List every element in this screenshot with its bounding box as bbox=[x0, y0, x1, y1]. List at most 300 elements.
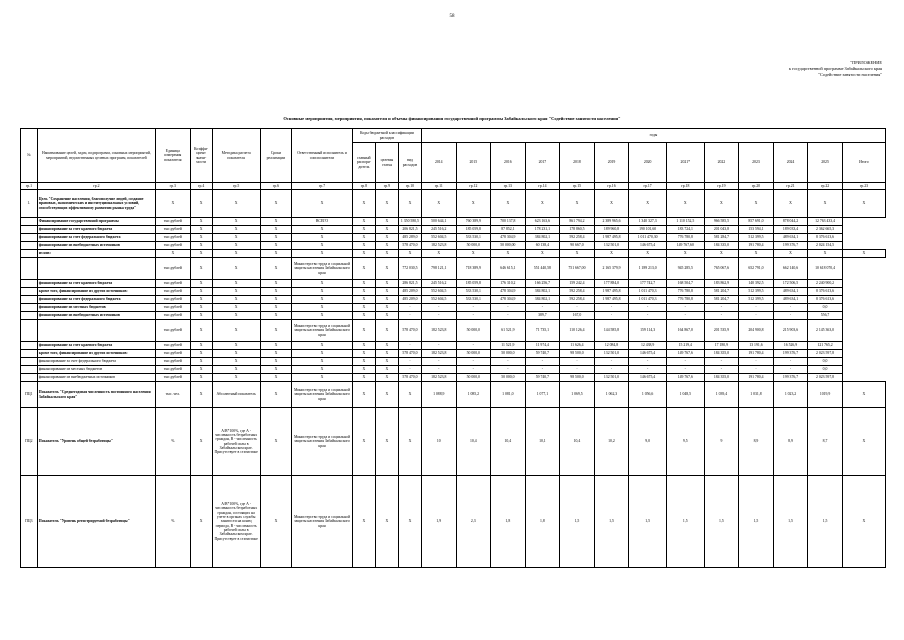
table-cell: 9 bbox=[704, 408, 739, 476]
table-cell: X bbox=[352, 234, 375, 242]
table-cell: X bbox=[212, 250, 260, 258]
table-cell: 8 376 613,6 bbox=[808, 296, 843, 304]
table-cell: X bbox=[375, 234, 398, 242]
table-cell: 1 085,2 bbox=[456, 382, 491, 408]
column-number: гр.5 bbox=[212, 183, 260, 190]
table-cell: 1 340 327,3 bbox=[629, 218, 667, 226]
table-row bbox=[21, 320, 886, 342]
table-cell: 12 438,9 bbox=[629, 342, 667, 350]
document-title: Основные мероприятия, мероприятия, показатели и объемы финансирования государственной программы Забайкальского края "Содействие занятости населения" bbox=[283, 116, 621, 121]
table-cell bbox=[21, 320, 38, 342]
table-cell: X bbox=[352, 312, 375, 320]
table-cell: X bbox=[190, 312, 212, 320]
column-number: гр.10 bbox=[398, 183, 421, 190]
table-cell: тыс.рублей bbox=[156, 296, 191, 304]
table-cell: 1 011 470,3 bbox=[629, 288, 667, 296]
table-cell: 201 535,9 bbox=[704, 320, 739, 342]
table-cell: X bbox=[808, 250, 843, 258]
table-cell: 50 000,0 bbox=[456, 242, 491, 250]
table-cell: X bbox=[375, 218, 398, 226]
table-cell: 87 852,1 bbox=[491, 226, 526, 234]
header-year: 2023 bbox=[739, 143, 774, 183]
table-cell: X bbox=[352, 382, 375, 408]
table-cell: 389,7 bbox=[525, 312, 560, 320]
table-cell: X bbox=[352, 242, 375, 250]
table-cell: 1 011 470,3 bbox=[629, 296, 667, 304]
table-cell: X bbox=[260, 350, 291, 358]
column-number: гр.19 bbox=[704, 183, 739, 190]
table-cell: 17 180,9 bbox=[704, 342, 739, 350]
table-cell: X bbox=[525, 250, 560, 258]
table-cell: тыс. чел. bbox=[156, 382, 191, 408]
column-number: гр.8 bbox=[352, 183, 375, 190]
table-cell: 10,4 bbox=[491, 408, 526, 476]
table-cell: А/В*100%, где А - численность безработных граждан, состоящих на учете в органах службы занятости на конец периода, В - численность рабочей силы в Забайкальском крае. Присутствует в статистике bbox=[212, 476, 260, 568]
row-title-cell: Цель "Сохранение населения, благополучие людей, создание правовых, экономических и институциональных условий, способствующих эффективному развитию рынка труда" bbox=[37, 190, 155, 218]
table-cell bbox=[21, 250, 38, 258]
table-cell: 11 974,4 bbox=[525, 342, 560, 350]
table-cell: - bbox=[398, 312, 421, 320]
table-cell: X bbox=[352, 226, 375, 234]
table-cell: X bbox=[190, 258, 212, 280]
row-title-cell: финансирование из внебюджетных источников bbox=[37, 312, 155, 320]
table-cell: 184 355,0 bbox=[704, 350, 739, 358]
table-cell: X bbox=[375, 358, 398, 366]
table-cell: тыс.рублей bbox=[156, 242, 191, 250]
table-cell: X bbox=[212, 350, 260, 358]
table-cell bbox=[21, 358, 38, 366]
table-cell: 50 000,00 bbox=[491, 242, 526, 250]
table-cell: X bbox=[292, 358, 353, 366]
row-title-cell: Показатель "Среднегодовая численность постоянного населения Забайкальского края" bbox=[37, 382, 155, 408]
table-cell: X bbox=[190, 280, 212, 288]
header-no: № bbox=[21, 129, 38, 183]
table-cell: X bbox=[292, 226, 353, 234]
table-cell: X bbox=[190, 366, 212, 374]
table-cell: - bbox=[398, 366, 421, 374]
table-cell: тыс.рублей bbox=[156, 342, 191, 350]
table-cell: X bbox=[594, 250, 629, 258]
table-cell: X bbox=[190, 234, 212, 242]
header-year: 2025 bbox=[808, 143, 843, 183]
table-cell: X bbox=[190, 374, 212, 382]
table-cell: X bbox=[260, 218, 291, 226]
column-number: гр.12 bbox=[456, 183, 491, 190]
table-row bbox=[21, 358, 886, 366]
appendix-note bbox=[702, 60, 882, 78]
table-cell: 159 242,4 bbox=[560, 280, 595, 288]
table-cell: 1 069,5 bbox=[560, 382, 595, 408]
table-cell: 184 355,0 bbox=[704, 374, 739, 382]
table-cell: 1 189 213,0 bbox=[629, 258, 667, 280]
table-cell: 765 067,6 bbox=[704, 258, 739, 280]
table-cell bbox=[21, 304, 38, 312]
table-cell: X bbox=[190, 250, 212, 258]
table-cell: X bbox=[292, 366, 353, 374]
table-cell: X bbox=[156, 190, 191, 218]
table-cell: X bbox=[292, 280, 353, 288]
table-cell: тыс.рублей bbox=[156, 366, 191, 374]
table-cell: 50 000,0 bbox=[456, 374, 491, 382]
table-cell: X bbox=[808, 190, 843, 218]
column-number: гр.4 bbox=[190, 183, 212, 190]
table-row bbox=[21, 374, 886, 382]
table-cell: 772 030,5 bbox=[398, 258, 421, 280]
table-cell bbox=[21, 350, 38, 358]
table-cell: 578 470,0 bbox=[398, 350, 421, 358]
table-cell: 760 389,9 bbox=[456, 218, 491, 226]
table-cell: X bbox=[375, 242, 398, 250]
table-row bbox=[21, 218, 886, 226]
table-cell: X bbox=[260, 258, 291, 280]
table-cell: 1,5 bbox=[808, 476, 843, 568]
table-row bbox=[21, 476, 886, 568]
header-code-main: главный распоря-дитель bbox=[352, 143, 375, 183]
table-cell: X bbox=[375, 190, 398, 218]
table-cell: 1 048,5 bbox=[666, 382, 704, 408]
table-cell: 191 780,4 bbox=[739, 374, 774, 382]
table-cell: X bbox=[352, 280, 375, 288]
table-cell: ВСЕГО bbox=[292, 218, 353, 226]
table-cell: X bbox=[456, 250, 491, 258]
table-cell: X bbox=[212, 312, 260, 320]
table-cell: X bbox=[292, 296, 353, 304]
table-cell: X bbox=[773, 250, 808, 258]
column-number: гр.14 bbox=[525, 183, 560, 190]
table-cell: X bbox=[190, 350, 212, 358]
table-cell: X bbox=[352, 296, 375, 304]
table-cell: 178 231,1 bbox=[525, 226, 560, 234]
table-cell: 1 987 495,8 bbox=[594, 234, 629, 242]
table-cell: - bbox=[594, 366, 629, 374]
table-cell: 146 675,4 bbox=[629, 374, 667, 382]
header-executor: Ответственный исполнитель и соисполнители bbox=[292, 129, 353, 183]
table-cell: 489 634,1 bbox=[773, 296, 808, 304]
table-cell: 1 081,0 bbox=[491, 382, 526, 408]
header-year: 2017 bbox=[525, 143, 560, 183]
table-cell: 1,5 bbox=[666, 476, 704, 568]
table-cell: X bbox=[352, 342, 375, 350]
header-coef: Коэффи-циент значи-мости bbox=[190, 129, 212, 183]
table-cell: 9,5 bbox=[666, 408, 704, 476]
table-cell: 98 500,0 bbox=[560, 350, 595, 358]
table-row bbox=[21, 190, 886, 218]
table-cell: X bbox=[352, 320, 375, 342]
table-cell: X bbox=[491, 250, 526, 258]
table-cell: - bbox=[398, 342, 421, 350]
table-cell: - bbox=[773, 358, 808, 366]
table-cell: 1 039,4 bbox=[704, 382, 739, 408]
table-cell: X bbox=[212, 218, 260, 226]
table-cell bbox=[21, 374, 38, 382]
table-cell: % bbox=[156, 408, 191, 476]
table-cell: 945 285,5 bbox=[666, 258, 704, 280]
table-cell: 857 691,0 bbox=[739, 218, 774, 226]
table-cell: - bbox=[421, 358, 456, 366]
table-row bbox=[21, 312, 886, 320]
table-cell: 489 634,1 bbox=[773, 234, 808, 242]
table-cell: 966 585,5 bbox=[704, 218, 739, 226]
table-cell: X bbox=[212, 280, 260, 288]
table-cell: 201 043,8 bbox=[704, 226, 739, 234]
table-cell: 384 802,1 bbox=[525, 288, 560, 296]
table-cell: тыс.рублей bbox=[156, 258, 191, 280]
table-cell: 153 594,1 bbox=[739, 226, 774, 234]
table-cell: 12 084,8 bbox=[594, 342, 629, 350]
column-number: гр.7 bbox=[292, 183, 353, 190]
table-cell: 178 860,5 bbox=[560, 226, 595, 234]
table-cell: 11 626,4 bbox=[560, 342, 595, 350]
table-cell: 183 862,9 bbox=[704, 280, 739, 288]
table-cell: 512 399,5 bbox=[739, 296, 774, 304]
row-title-cell: кроме того, финансирование из других источников: bbox=[37, 350, 155, 358]
table-cell: X bbox=[375, 476, 398, 568]
table-cell: 1,5 bbox=[739, 476, 774, 568]
table-cell: 8,9 bbox=[739, 408, 774, 476]
table-cell: X bbox=[190, 358, 212, 366]
table-cell: 50 000,0 bbox=[456, 350, 491, 358]
table-cell: 652 791,0 bbox=[739, 258, 774, 280]
table-cell: 286 821,5 bbox=[398, 280, 421, 288]
table-cell: 2 389 965,6 bbox=[594, 218, 629, 226]
table-cell: 556,7 bbox=[808, 312, 843, 320]
table-cell: X bbox=[773, 190, 808, 218]
row-title-cell: Показатель "Уровень регистрируемой безработицы" bbox=[37, 476, 155, 568]
table-cell: - bbox=[739, 358, 774, 366]
table-cell: 121 765,2 bbox=[808, 342, 843, 350]
table-cell: тыс.рублей bbox=[156, 226, 191, 234]
table-cell: 592 258,4 bbox=[560, 296, 595, 304]
table-cell: 1,5 bbox=[629, 476, 667, 568]
table-row bbox=[21, 350, 886, 358]
table-cell: 199 376,7 bbox=[773, 350, 808, 358]
table-cell: X bbox=[398, 382, 421, 408]
table-cell: X bbox=[704, 190, 739, 218]
column-number: гр.9 bbox=[375, 183, 398, 190]
table-cell: 149 767,6 bbox=[666, 350, 704, 358]
table-cell: 2 165 379,9 bbox=[594, 258, 629, 280]
table-cell: X bbox=[212, 358, 260, 366]
table-cell: - bbox=[491, 304, 526, 312]
header-year: 2019 bbox=[594, 143, 629, 183]
table-cell: - bbox=[456, 366, 491, 374]
table-cell: X bbox=[398, 408, 421, 476]
row-title-cell: финансирование из местных бюджетов bbox=[37, 304, 155, 312]
table-cell: 182 523,8 bbox=[421, 242, 456, 250]
table-cell: X bbox=[666, 250, 704, 258]
table-cell: X bbox=[260, 382, 291, 408]
table-cell: X bbox=[260, 320, 291, 342]
table-cell: X bbox=[260, 374, 291, 382]
table-cell: 1 023,2 bbox=[773, 382, 808, 408]
table-cell: X bbox=[352, 190, 375, 218]
table-cell: 189 960,8 bbox=[594, 226, 629, 234]
table-cell: - bbox=[704, 304, 739, 312]
table-cell: 1 011 470,30 bbox=[629, 234, 667, 242]
table-row bbox=[21, 408, 886, 476]
row-title-cell: финансирование за счет федерального бюджета bbox=[37, 234, 155, 242]
table-cell: X bbox=[375, 226, 398, 234]
table-cell: 16 526,9 bbox=[773, 342, 808, 350]
table-cell: - bbox=[666, 312, 704, 320]
table-cell: - bbox=[739, 366, 774, 374]
table-cell: X bbox=[842, 382, 885, 408]
table-cell: X bbox=[375, 250, 398, 258]
header-code-section: целевая статья bbox=[375, 143, 398, 183]
table-row bbox=[21, 280, 886, 288]
row-title-cell: Показатель "Уровень общей безработицы" bbox=[37, 408, 155, 476]
table-cell: 485 209,0 bbox=[398, 288, 421, 296]
table-cell: X bbox=[375, 342, 398, 350]
table-cell: 10,4 bbox=[560, 408, 595, 476]
table-cell: 776 780,8 bbox=[666, 234, 704, 242]
header-year: 2014 bbox=[421, 143, 456, 183]
column-number: гр.11 bbox=[421, 183, 456, 190]
table-cell: Министерство труда и социальной защиты населения Забайкальского края bbox=[292, 382, 353, 408]
table-cell: X bbox=[260, 342, 291, 350]
table-cell: X bbox=[352, 358, 375, 366]
table-cell: тыс.рублей bbox=[156, 280, 191, 288]
table-cell: - bbox=[704, 312, 739, 320]
table-row bbox=[21, 304, 886, 312]
table-cell: 798 121,1 bbox=[421, 258, 456, 280]
table-cell bbox=[21, 280, 38, 288]
table-cell: тыс.рублей bbox=[156, 218, 191, 226]
row-title-cell: финансирование за счет краевого бюджета bbox=[37, 226, 155, 234]
table-cell bbox=[21, 242, 38, 250]
table-cell: 168 504,7 bbox=[666, 280, 704, 288]
row-title-cell: финансирование за счет федерального бюджета bbox=[37, 296, 155, 304]
table-cell: X bbox=[190, 226, 212, 234]
table-cell: X bbox=[375, 258, 398, 280]
table-cell: Министерство труда и социальной защиты населения Забайкальского края bbox=[292, 408, 353, 476]
table-cell: X bbox=[212, 226, 260, 234]
table-cell: 500 644,1 bbox=[421, 218, 456, 226]
table-cell: 15 219,4 bbox=[666, 342, 704, 350]
table-cell: X bbox=[190, 382, 212, 408]
table-cell: 204 900,8 bbox=[739, 320, 774, 342]
table-cell: - bbox=[456, 358, 491, 366]
column-number: гр.6 bbox=[260, 183, 291, 190]
table-cell: X bbox=[190, 288, 212, 296]
table-cell bbox=[21, 258, 38, 280]
column-number: гр.15 bbox=[560, 183, 595, 190]
table-cell: 533 530,1 bbox=[456, 234, 491, 242]
table-cell: - bbox=[773, 304, 808, 312]
table-cell: 10,4 bbox=[456, 408, 491, 476]
table-cell: 384 802,1 bbox=[525, 296, 560, 304]
table-cell: X bbox=[352, 408, 375, 476]
table-cell: 177 742,7 bbox=[629, 280, 667, 288]
header-year: Итого bbox=[842, 143, 885, 183]
table-cell: X bbox=[421, 190, 456, 218]
table-cell: X bbox=[260, 296, 291, 304]
table-cell: - bbox=[704, 358, 739, 366]
table-cell: X bbox=[398, 476, 421, 568]
table-cell: 662 140,6 bbox=[773, 258, 808, 280]
table-cell: 1 088,9 bbox=[421, 382, 456, 408]
table-cell: - bbox=[629, 358, 667, 366]
table-cell: ПЦ3 bbox=[21, 476, 38, 568]
row-title-cell: финансирование за счет федерального бюджета bbox=[37, 358, 155, 366]
table-cell: 1,8 bbox=[491, 476, 526, 568]
table-cell: X bbox=[212, 296, 260, 304]
table-cell: - bbox=[456, 304, 491, 312]
table-cell: X bbox=[666, 190, 704, 218]
table-cell: тыс.рублей bbox=[156, 374, 191, 382]
table-cell: 2 362 665,3 bbox=[808, 226, 843, 234]
table-cell: 1 056,6 bbox=[629, 382, 667, 408]
table-cell: 384 802,1 bbox=[525, 234, 560, 242]
table-cell: - bbox=[594, 304, 629, 312]
table-cell: Абсолютный показатель bbox=[212, 382, 260, 408]
table-cell: X bbox=[156, 250, 191, 258]
table-cell: 132 501,0 bbox=[594, 242, 629, 250]
table-cell: X bbox=[525, 190, 560, 218]
table-cell: % bbox=[156, 476, 191, 568]
table-cell: 8 376 613,6 bbox=[808, 288, 843, 296]
table-cell: 98 500,0 bbox=[560, 374, 595, 382]
row-title-cell: финансирование за счет краевого бюджета bbox=[37, 280, 155, 288]
table-cell bbox=[21, 218, 38, 226]
table-cell: 71 735,1 bbox=[525, 320, 560, 342]
column-number: гр.20 bbox=[739, 183, 774, 190]
table-cell: 551 440,58 bbox=[525, 258, 560, 280]
table-cell: X bbox=[842, 250, 885, 258]
table-cell: X bbox=[352, 476, 375, 568]
table-cell bbox=[21, 226, 38, 234]
table-cell: 144 585,8 bbox=[594, 320, 629, 342]
header-year: 2022 bbox=[704, 143, 739, 183]
table-cell: - bbox=[421, 312, 456, 320]
table-cell: Министерство труда и социальной защиты населения Забайкальского края bbox=[292, 476, 353, 568]
table-cell: X bbox=[292, 288, 353, 296]
column-number: гр.17 bbox=[629, 183, 667, 190]
table-cell: X bbox=[421, 250, 456, 258]
table-cell: X bbox=[212, 242, 260, 250]
table-cell: 1,9 bbox=[421, 476, 456, 568]
table-cell: X bbox=[212, 258, 260, 280]
table-cell: 861 794,2 bbox=[560, 218, 595, 226]
table-cell bbox=[21, 312, 38, 320]
table-cell: X bbox=[352, 374, 375, 382]
column-number: гр.21 bbox=[773, 183, 808, 190]
table-row bbox=[21, 296, 886, 304]
table-cell: X bbox=[352, 350, 375, 358]
table-row bbox=[21, 258, 886, 280]
table-cell: 2,3 bbox=[456, 476, 491, 568]
table-cell: X bbox=[260, 312, 291, 320]
table-row bbox=[21, 382, 886, 408]
table-cell: X bbox=[375, 374, 398, 382]
table-cell: X bbox=[292, 242, 353, 250]
table-cell: - bbox=[594, 312, 629, 320]
table-cell: 776 780,8 bbox=[666, 288, 704, 296]
table-cell: 9,0 bbox=[629, 408, 667, 476]
table-cell: 2 023 597,8 bbox=[808, 350, 843, 358]
table-cell: 2 145 363,0 bbox=[808, 320, 843, 342]
row-title-cell: финансирование из местных бюджетов bbox=[37, 366, 155, 374]
table-cell: - bbox=[421, 366, 456, 374]
table-cell: 478 304,9 bbox=[491, 234, 526, 242]
table-cell: 646 615,1 bbox=[491, 258, 526, 280]
table-cell: X bbox=[190, 304, 212, 312]
table-cell: 8 376 613,6 bbox=[808, 234, 843, 242]
table-cell: тыс.рублей bbox=[156, 350, 191, 358]
table-cell: X bbox=[190, 342, 212, 350]
table-cell: X bbox=[260, 280, 291, 288]
appendix-line: "ПРИЛОЖЕНИЕ bbox=[850, 60, 882, 65]
